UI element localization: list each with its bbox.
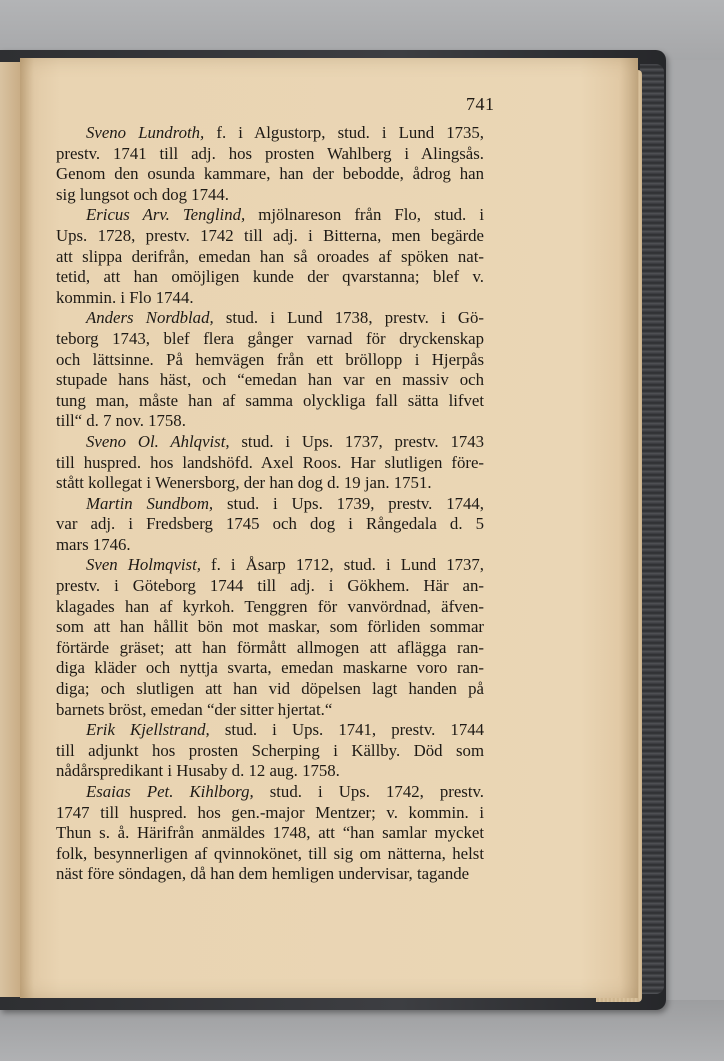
page-number: 741 <box>466 94 495 114</box>
entry-text: tung man, måste han af samma olyckliga fall sätta lifvet <box>56 390 484 410</box>
text-line <box>56 205 484 226</box>
entry-text: var adj. i Fredsberg 1745 och dog i Rångedala d. 5 <box>56 514 484 534</box>
entry-name: Esaias Pet. Kihlborg, <box>86 782 254 801</box>
entry-text: f. i Algustorp, stud. i Lund 1735, <box>216 123 484 142</box>
entry-text: kommin. i Flo 1744. <box>56 287 194 307</box>
entry-text: sig lungsot och dog 1744. <box>56 184 229 204</box>
text-line <box>56 658 484 679</box>
entry-text: stupade hans häst, och “emedan han var en massiv och <box>56 370 484 390</box>
text-line <box>56 679 484 700</box>
entry-name: Sveno Ol. Ahlqvist, <box>86 431 230 451</box>
entry-text: näst före söndagen, då han dem hemligen undervisar, tagande <box>56 864 470 884</box>
text-line <box>56 864 484 885</box>
entry-name: Anders Nordblad, <box>86 308 214 328</box>
entry-text: nådårspredikant i Husaby d. 12 aug. 1758. <box>56 761 340 781</box>
text-line <box>56 247 484 268</box>
entry-name: Martin Sundbom, <box>86 493 214 513</box>
text-line <box>56 226 484 247</box>
entry-text: prestv. 1741 till adj. hos prosten Wahlberg i Alingsås. <box>56 143 484 163</box>
entry-text: klagades han af kyrkoh. Tenggren för vanvördnad, äfven- <box>56 596 484 616</box>
entry <box>56 205 484 308</box>
entry <box>56 308 484 432</box>
text-line <box>56 350 484 371</box>
entry-text: stud. i Ups. 1739, prestv. 1744, <box>227 493 484 513</box>
text-line <box>56 164 484 185</box>
text-line <box>56 576 484 597</box>
entry-text: mjölnareson från Flo, stud. i <box>258 205 485 225</box>
text-line <box>56 700 484 721</box>
entry-text: Genom den osunda kammare, han der bebodde, ådrog han <box>56 164 484 184</box>
text-line <box>56 370 484 391</box>
entry-name: Erik Kjellstrand, <box>86 720 210 740</box>
entry-text: stud. i Lund 1738, prestv. i Gö- <box>225 308 485 328</box>
text-line <box>56 803 484 824</box>
entry-text: stud. i Ups. 1741, prestv. 1744 <box>224 720 484 740</box>
text-line <box>56 144 484 165</box>
entry <box>56 555 484 720</box>
entry-text: Ups. 1728, prestv. 1742 till adj. i Bitterna, men begärde <box>56 225 484 245</box>
text-line <box>56 597 484 618</box>
facing-page-edge <box>0 62 21 997</box>
text-line <box>56 741 484 762</box>
text-line <box>56 638 484 659</box>
entry-text: barnets bröst, emedan “der sitter hjertat.“ <box>56 699 333 719</box>
text-line <box>56 185 484 206</box>
entry-text: diga; och slutligen att han vid döpelsen lagt handen på <box>56 679 484 699</box>
entry-text: till adjunkt hos prosten Scherping i Källby. Död som <box>56 740 484 760</box>
entry-text: Thun s. å. Härifrån anmäldes 1748, att “han samlar mycket <box>56 823 484 843</box>
entry-name: Ericus Arv. Tenglind, <box>86 205 246 225</box>
book-spine-edge <box>640 64 664 994</box>
entry-text: att slippa derifrån, emedan han så oroades af spöken nat- <box>56 246 484 266</box>
text-line <box>56 391 484 412</box>
text-line <box>56 844 484 865</box>
text-line <box>56 761 484 782</box>
text-line <box>56 308 484 329</box>
text-line <box>56 494 484 515</box>
entry-text: till“ d. 7 nov. 1758. <box>56 411 186 431</box>
entry-text: förtärde gräset; att han förmått allmogen att aflägga ran- <box>56 637 484 657</box>
entry-name: Sveno Lundroth, <box>86 123 205 142</box>
entry-text: stud. i Ups. 1737, prestv. 1743 <box>241 431 485 451</box>
entry-text: teborg 1743, blef flera gånger varnad för dryckenskap <box>56 328 484 348</box>
entry-text: stått kollegat i Wenersborg, der han dog d. 19 jan. 1751. <box>56 473 432 493</box>
entry-text: som att han hållit bön mot maskar, som förliden sommar <box>56 617 484 637</box>
text-line <box>56 453 484 474</box>
text-line <box>56 555 484 576</box>
text-line <box>56 432 484 453</box>
text-line <box>56 617 484 638</box>
entry-text: stud. i Ups. 1742, prestv. <box>269 782 484 801</box>
entry-text: diga kläder och nyttja svarta, emedan maskarne voro ran- <box>56 658 484 678</box>
text-line <box>56 720 484 741</box>
text-line <box>56 329 484 350</box>
entry-text: prestv. i Göteborg 1744 till adj. i Gökhem. Här an- <box>56 576 484 596</box>
entry-text: folk, besynnerligen af qvinnokönet, till sig om nätterna, helst <box>56 843 484 863</box>
entry <box>56 432 484 494</box>
text-line <box>56 411 484 432</box>
entry <box>56 123 484 205</box>
text-line <box>56 782 484 803</box>
entry-text: till huspred. hos landshöfd. Axel Roos. Har slutligen före- <box>56 452 484 472</box>
entry <box>56 720 484 782</box>
text-line <box>56 123 484 144</box>
text-line <box>56 535 484 556</box>
text-line <box>56 288 484 309</box>
text-line <box>56 823 484 844</box>
page-text <box>56 123 484 885</box>
text-line <box>56 267 484 288</box>
entry-name: Sven Holmqvist, <box>86 555 201 575</box>
text-line <box>56 473 484 494</box>
entry <box>56 782 484 885</box>
entry-text: mars 1746. <box>56 534 131 554</box>
text-line <box>56 514 484 535</box>
entry-text: 1747 till huspred. hos gen.-major Mentzer; v. kommin. i <box>56 802 484 822</box>
entry-text: och lättsinne. På hemvägen från ett bröllopp i Hjerpås <box>56 349 484 369</box>
entry-text: f. i Åsarp 1712, stud. i Lund 1737, <box>211 555 484 575</box>
entry-text: tetid, att han omöjligen kunde der qvarstanna; blef v. <box>56 267 484 287</box>
entry <box>56 494 484 556</box>
